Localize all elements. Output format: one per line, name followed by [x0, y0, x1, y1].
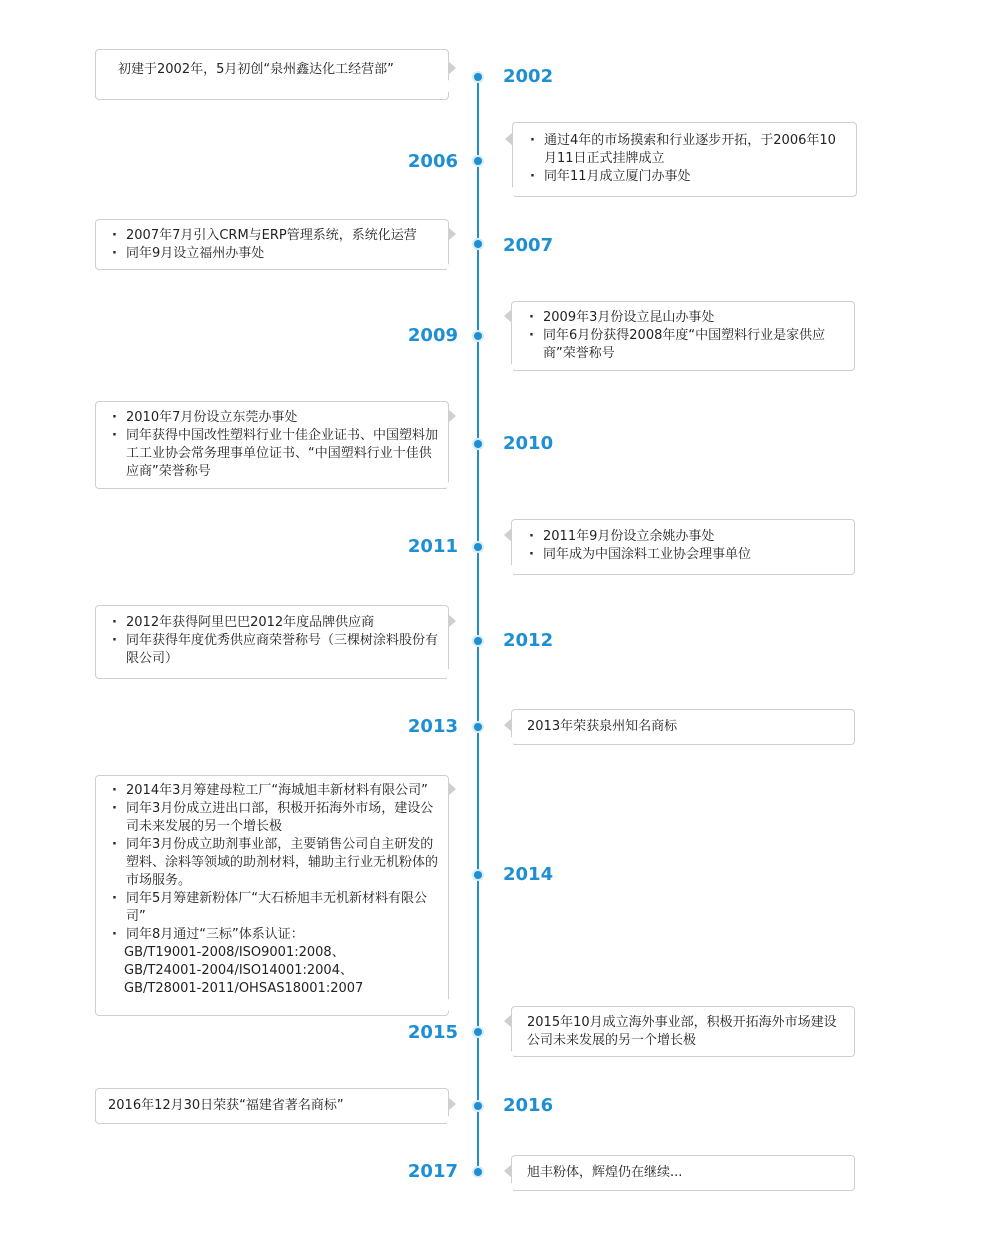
year-label-2013: 2013 — [407, 716, 458, 737]
milestone-card-2014 — [95, 775, 449, 1016]
year-label-2007: 2007 — [503, 235, 554, 256]
milestone-text: 2016年12月30日荣获“福建省著名商标” — [108, 1098, 344, 1113]
milestone-text: 旭丰粉体，辉煌仍在继续... — [527, 1165, 683, 1180]
milestone-item: · 同年3月份成立助剂事业部，主要销售公司自主研发的塑料、涂料等领域的助剂材料，辅助主行业无机粉体的市场服务。 — [110, 836, 440, 890]
timeline-dot — [474, 1102, 482, 1110]
milestone-card-2002 — [95, 49, 449, 100]
year-label-2010: 2010 — [503, 433, 554, 454]
milestone-item: · 2007年7月引入CRM与ERP管理系统，系统化运营 — [110, 227, 442, 245]
year-label-2009: 2009 — [407, 325, 458, 346]
year-label-2012: 2012 — [503, 630, 554, 651]
timeline-dot — [474, 73, 482, 81]
timeline-dot — [474, 871, 482, 879]
timeline-dot — [474, 723, 482, 731]
certification-line: GB/T28001-2011/OHSAS18001:2007 — [124, 981, 364, 996]
timeline-dot — [474, 543, 482, 551]
milestone-card-2007 — [95, 219, 449, 270]
timeline-dot — [474, 332, 482, 340]
year-label-2016: 2016 — [503, 1095, 554, 1116]
milestone-card-2016 — [95, 1088, 449, 1124]
milestone-card-2017 — [511, 1155, 855, 1191]
year-label-2002: 2002 — [503, 66, 554, 87]
milestone-text: 2015年10月成立海外事业部，积极开拓海外市场建设公司未来发展的另一个增长极 — [527, 1015, 837, 1048]
milestone-card-2013 — [511, 709, 855, 745]
milestone-item: · 同年获得中国改性塑料行业十佳企业证书、中国塑料加工工业协会常务理事单位证书、“中国塑料行业十佳供应商”荣誉称号 — [110, 427, 440, 481]
milestone-item: · 同年6月份获得2008年度“中国塑料行业是家供应商”荣誉称号 — [527, 327, 846, 363]
milestone-text: 2013年荣获泉州知名商标 — [527, 719, 678, 734]
milestone-card-2015 — [511, 1006, 855, 1057]
milestone-item: · 同年8月通过“三标”体系认证： — [110, 926, 440, 944]
year-label-2011: 2011 — [407, 536, 458, 557]
milestone-card-2011 — [511, 519, 855, 575]
timeline-dot — [474, 1168, 482, 1176]
timeline-dot — [474, 440, 482, 448]
milestone-item: · 同年3月份成立进出口部，积极开拓海外市场，建设公司未来发展的另一个增长极 — [110, 800, 440, 836]
year-label-2006: 2006 — [407, 151, 458, 172]
milestone-item: · 2010年7月份设立东莞办事处 — [110, 409, 440, 427]
milestone-card-2010 — [95, 401, 449, 489]
milestone-item: · 同年5月筹建新粉体厂“大石桥旭丰无机新材料有限公司” — [110, 890, 440, 926]
timeline-dot — [474, 637, 482, 645]
milestone-item: · 2009年3月份设立昆山办事处 — [527, 309, 846, 327]
milestone-item: · 通过4年的市场摸索和行业逐步开拓，于2006年10月11日正式挂牌成立 — [528, 132, 846, 168]
milestone-card-2006 — [512, 122, 857, 197]
timeline-dot — [474, 240, 482, 248]
milestone-card-2009 — [511, 301, 855, 371]
timeline-axis — [477, 72, 479, 1174]
milestone-item: · 同年成为中国涂料工业协会理事单位 — [527, 546, 846, 564]
year-label-2014: 2014 — [503, 864, 554, 885]
year-label-2015: 2015 — [407, 1022, 458, 1043]
milestone-card-2012 — [95, 605, 449, 679]
timeline-dot — [474, 157, 482, 165]
milestone-item: · 2011年9月份设立余姚办事处 — [527, 528, 846, 546]
milestone-item: · 同年11月成立厦门办事处 — [528, 168, 846, 186]
milestone-item: · 同年9月设立福州办事处 — [110, 245, 442, 263]
milestone-text: 初建于2002年，5月初创“泉州鑫达化工经营部” — [118, 62, 394, 77]
year-label-2017: 2017 — [407, 1161, 458, 1182]
certification-line: GB/T19001-2008/ISO9001:2008、 — [124, 945, 345, 960]
milestone-item: · 同年获得年度优秀供应商荣誉称号（三棵树涂料股份有限公司） — [110, 632, 440, 668]
milestone-item: · 2012年获得阿里巴巴2012年度品牌供应商 — [110, 614, 440, 632]
timeline-dot — [474, 1028, 482, 1036]
milestone-item: · 2014年3月筹建母粒工厂“海城旭丰新材料有限公司” — [110, 782, 440, 800]
certification-line: GB/T24001-2004/ISO14001:2004、 — [124, 963, 353, 978]
